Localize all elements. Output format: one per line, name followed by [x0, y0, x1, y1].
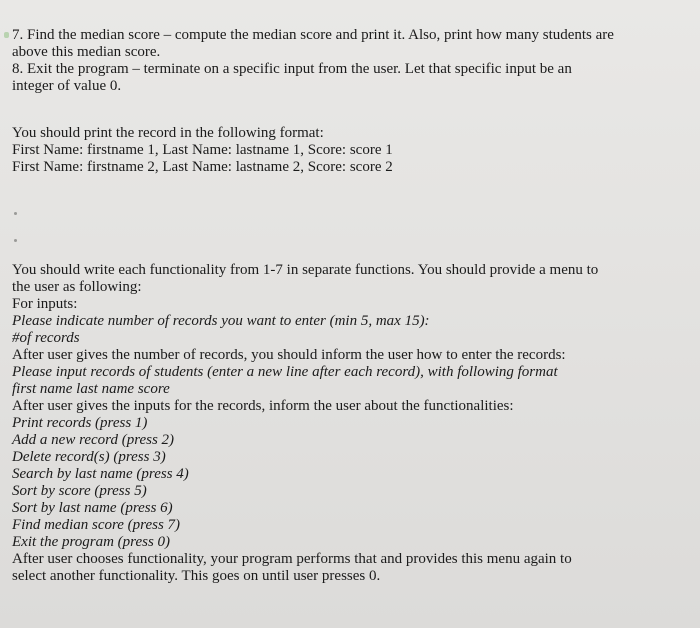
prompt-records: Please indicate number of records you want to enter (min 5, max 15):	[12, 313, 430, 329]
menu-section	[12, 262, 692, 585]
menu-option: Search by last name (press 4)	[12, 466, 189, 482]
format-record-1: First Name: firstname 1, Last Name: lastname 1, Score: score 1	[12, 142, 393, 158]
prompt-format: Please input records of students (enter a new line after each record), with following format	[12, 364, 558, 380]
item-7-line-1: 7. Find the median score – compute the median score and print it. Also, print how many students are	[12, 27, 614, 43]
requirements-section	[12, 27, 692, 95]
menu-option: Find median score (press 7)	[12, 517, 181, 533]
after-number-text: After user gives the number of records, you should inform the user how to enter the records:	[12, 347, 566, 363]
closing-line-1: After user chooses functionality, your program performs that and provides this menu again to	[12, 551, 572, 567]
item-8-line-2: integer of value 0.	[12, 78, 122, 94]
menu-option: Exit the program (press 0)	[12, 534, 171, 550]
menu-option: Delete record(s) (press 3)	[12, 449, 166, 465]
format-intro: You should print the record in the following format:	[12, 125, 324, 141]
menu-option: Sort by score (press 5)	[12, 483, 147, 499]
item-7-line-2: above this median score.	[12, 44, 161, 60]
bullet-dot	[14, 239, 17, 242]
for-inputs-label: For inputs:	[12, 296, 78, 312]
menu-option: Print records (press 1)	[12, 415, 148, 431]
closing-line-2: select another functionality. This goes on until user presses 0.	[12, 568, 381, 584]
num-records: #of records	[12, 330, 80, 346]
item-8-line-1: 8. Exit the program – terminate on a specific input from the user. Let that specific input be an	[12, 61, 572, 77]
menu-intro-line-1: You should write each functionality from 1-7 in separate functions. You should provide a menu to	[12, 262, 599, 278]
menu-intro-line-2: the user as following:	[12, 279, 142, 295]
bullet-dot	[14, 212, 17, 215]
format-fields: first name last name score	[12, 381, 170, 397]
menu-option: Sort by last name (press 6)	[12, 500, 173, 516]
format-record-2: First Name: firstname 2, Last Name: lastname 2, Score: score 2	[12, 159, 393, 175]
margin-mark	[4, 32, 9, 38]
menu-option: Add a new record (press 2)	[12, 432, 175, 448]
format-section	[12, 125, 692, 176]
after-inputs-text: After user gives the inputs for the records, inform the user about the functionalities:	[12, 398, 514, 414]
